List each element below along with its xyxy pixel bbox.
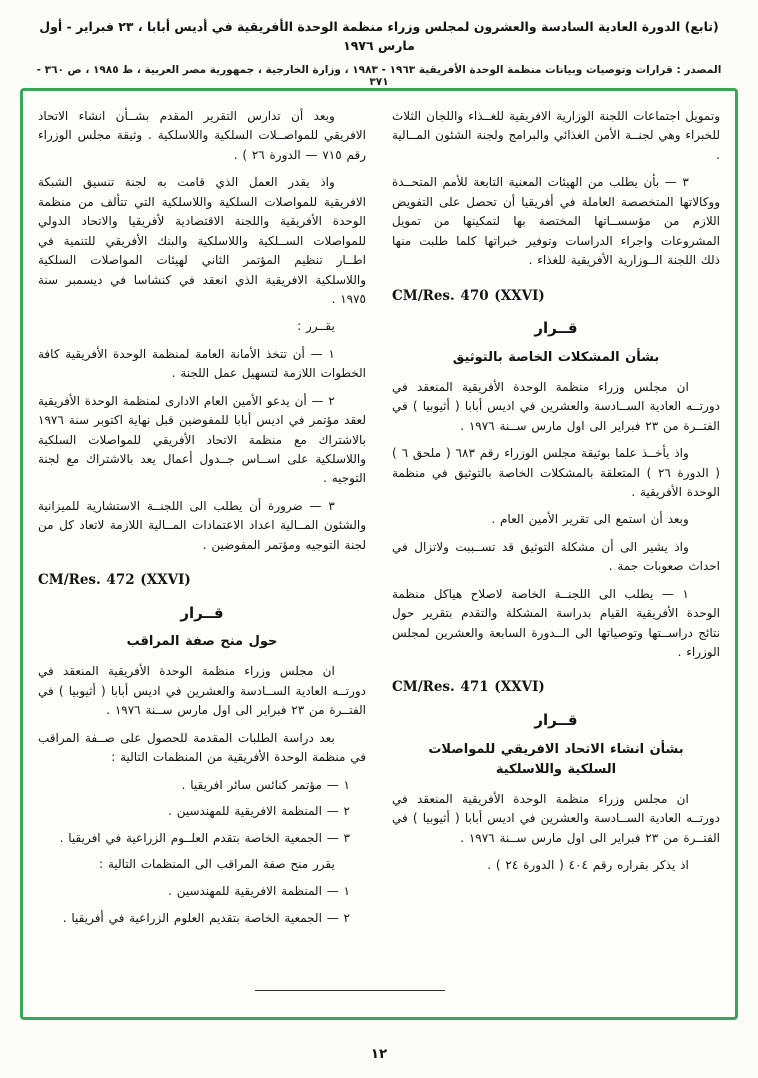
header-line-2: المصدر : قرارات وتوصيات وبيانات منظمة الوحدة الأفريقية ١٩٦٣ - ١٩٨٣ ، وزارة الخارجية ، جمهورية مصر العربية ، ط ١٩٨٥ ، ص ٣٦٠ - ٣٧١ — [36, 63, 722, 88]
list-item: ٣ — الجمعية الخاصة بتقدم العلــوم الزراعية في افريقيا . — [59, 830, 350, 845]
paragraph: ٣ — ضرورة أن يطلب الى اللجنــة الاستشارية للميزانية والشئون المــالية اعداد الاعتمادات المــالية اللازمة لاتعاد كل من لجنة التوجيه ومؤتمر المفوضين . — [38, 498, 366, 552]
resolution-ref: CM/Res. 472 (XXVI) — [38, 572, 191, 589]
column-right — [392, 107, 720, 1003]
resolution-title: قــرار — [534, 319, 578, 338]
paragraph: ١ — يطلب الى اللجنــة الخاصة لاصلاح هياكل منظمة الوحدة الأفريقية القيام بدراسة المشكلة والتقدم بتقرير حول نتائج دراســتها وتوصياتها الى الــدورة السابعة والعشرين لمجلس الوزراء . — [392, 586, 720, 660]
list-item: ٢ — الجمعية الخاصة بتقديم العلوم الزراعية في أفريقيا . — [62, 910, 350, 925]
content-border-box — [20, 88, 738, 1020]
list-item: ١ — مؤتمر كنائس سائر افريقيا . — [181, 777, 350, 792]
column-left — [38, 107, 366, 1003]
decides-label: يقــرر : — [297, 319, 335, 334]
paragraph: وبعد أن تدارس التقرير المقدم بشــأن انشاء الاتحاد الافريقي للمواصــلات السلكية واللاسلكية . وثيقة مجلس الوزراء رقم ٧١٥ — الدورة ٢٦ ) . — [38, 109, 366, 162]
page-number: ١٢ — [370, 1046, 388, 1062]
paragraph: يقرر منح صفة المراقب الى المنظمات التالية : — [99, 856, 335, 871]
two-column-layout — [38, 107, 720, 1003]
list-item: ٢ — المنظمة الافريقية للمهندسين . — [168, 804, 350, 819]
paragraph: بعد دراسة الطلبات المقدمة للحصول على صــفة المراقب في منظمة الوحدة الأفريقية من المنظمات التالية : — [38, 730, 366, 765]
paragraph: ١ — أن تتخذ الأمانة العامة لمنظمة الوحدة الأفريقية كافة الخطوات اللازمة لتسهيل عمل اللجنة . — [38, 346, 366, 381]
resolution-subtitle: بشأن المشكلات الخاصة بالتوثيق — [452, 349, 660, 365]
paragraph: اذ يذكر بقراره رقم ٤٠٤ ( الدورة ٢٤ ) . — [487, 858, 689, 873]
paragraph: ان مجلس وزراء منظمة الوحدة الأفريقية المنعقد في دورتــه العادية الســادسة والعشرين في اديس أبابا ( أثيوبيا ) في الفتــرة من ٢٣ فبراير الى اول مارس ســنة ١٩٧٦ . — [392, 379, 720, 433]
paragraph: واذ يقدر العمل الذي قامت به لجنة تنسيق الشبكة الافريقية للمواصلات السلكية واللاسلكية التي تتألف من منظمة الوحدة الأفريقية واللجنة الاقتصادية لأفريقيا والاتحاد الدولي للمواصلات الســلكية واللاسلكية والبنك الأفريقي للتنمية في اطــار تنظيم المؤتمر الثاني لهيئات المواصلات السلكية واللاسلكية الافريقية الذي انعقد في كنشاسا في ديسمبر سنة ١٩٧٥ . — [38, 175, 366, 306]
list-item: ١ — المنظمة الافريقية للمهندسين . — [168, 884, 350, 899]
paragraph: وتمويل اجتماعات اللجنة الوزارية الافريقية للغــذاء واللجان الثلاث للخبراء وهي لجنــة الأمن الغذائي والبرامج ولجنة الشئون المــالية . — [392, 109, 720, 162]
paragraph: ٢ — أن يدعو الأمين العام الادارى لمنظمة الوحدة الأفريقية لعقد مؤتمر في اديس أبابا للمفوضين قبل نهاية اكتوبر سنة ١٩٧٦ بالاشتراك مع منظمة الاتحاد الأفريقي للمواصلات السلكية واللاسلكية على اســاس جــدول أعمال يعد بالاشتراك مع لجنة التوجيه . — [38, 393, 366, 486]
header-line-1: (تابع) الدورة العادية السادسة والعشرون لمجلس وزراء منظمة الوحدة الأفريقية في أديس أبابا ، ٢٣ فبراير - أول مارس ١٩٧٦ — [39, 19, 719, 53]
resolution-subtitle: بشأن انشاء الاتحاد الافريقي للمواصلات السلكية واللاسلكية — [428, 741, 684, 777]
resolution-title: قــرار — [180, 604, 224, 623]
paragraph: ٣ — بأن يطلب من الهيئات المعنية التابعة للأمم المتحــدة ووكالاتها المتخصصة العاملة في أفريقيا أن تحصل على التفويض اللازم من مؤسســاتها المختصة بها لتمكينها من تمويل المشروعات واجراء الدراسات وتوفير خبراتها كلما طلبت منها ذلك اللجنة الــوزارية الأفريقية للغذاء . — [392, 175, 720, 268]
paragraph: ان مجلس وزراء منظمة الوحدة الأفريقية المنعقد في دورتــه العادية الســادسة والعشرين في اديس أبابا ( أثيوبيا ) في الفتــرة من ٢٣ فبراير الى اول مارس ســنة ١٩٧٦ . — [392, 791, 720, 845]
resolution-title: قــرار — [534, 711, 578, 730]
paragraph: واذ يشير الى أن مشكلة التوثيق قد تســببت ولاتزال في احداث صعوبات جمة . — [392, 539, 720, 574]
page-header — [26, 18, 732, 98]
paragraph: وبعد أن استمع الى تقرير الأمين العام . — [491, 512, 689, 527]
resolution-ref: CM/Res. 470 (XXVI) — [392, 287, 545, 304]
footnote-rule — [255, 990, 445, 991]
resolution-ref: CM/Res. 471 (XXVI) — [392, 679, 545, 696]
paragraph: ان مجلس وزراء منظمة الوحدة الأفريقية المنعقد في دورتــه العادية الســادسة والعشرين في اديس أبابا ( أثيوبيا ) في الفتــرة من ٢٣ فبراير الى اول مارس ســنة ١٩٧٦ . — [38, 664, 366, 718]
paragraph: واذ يأخــذ علما بوثيقة مجلس الوزراء رقم ٦٨٣ ( ملحق ٦ ) ( الدورة ٢٦ ) المتعلقة بالمشكلات الخاصة بالتوثيق في منظمة الوحدة الأفريقية . — [392, 446, 720, 499]
resolution-subtitle: حول منح صفة المراقب — [126, 634, 278, 650]
